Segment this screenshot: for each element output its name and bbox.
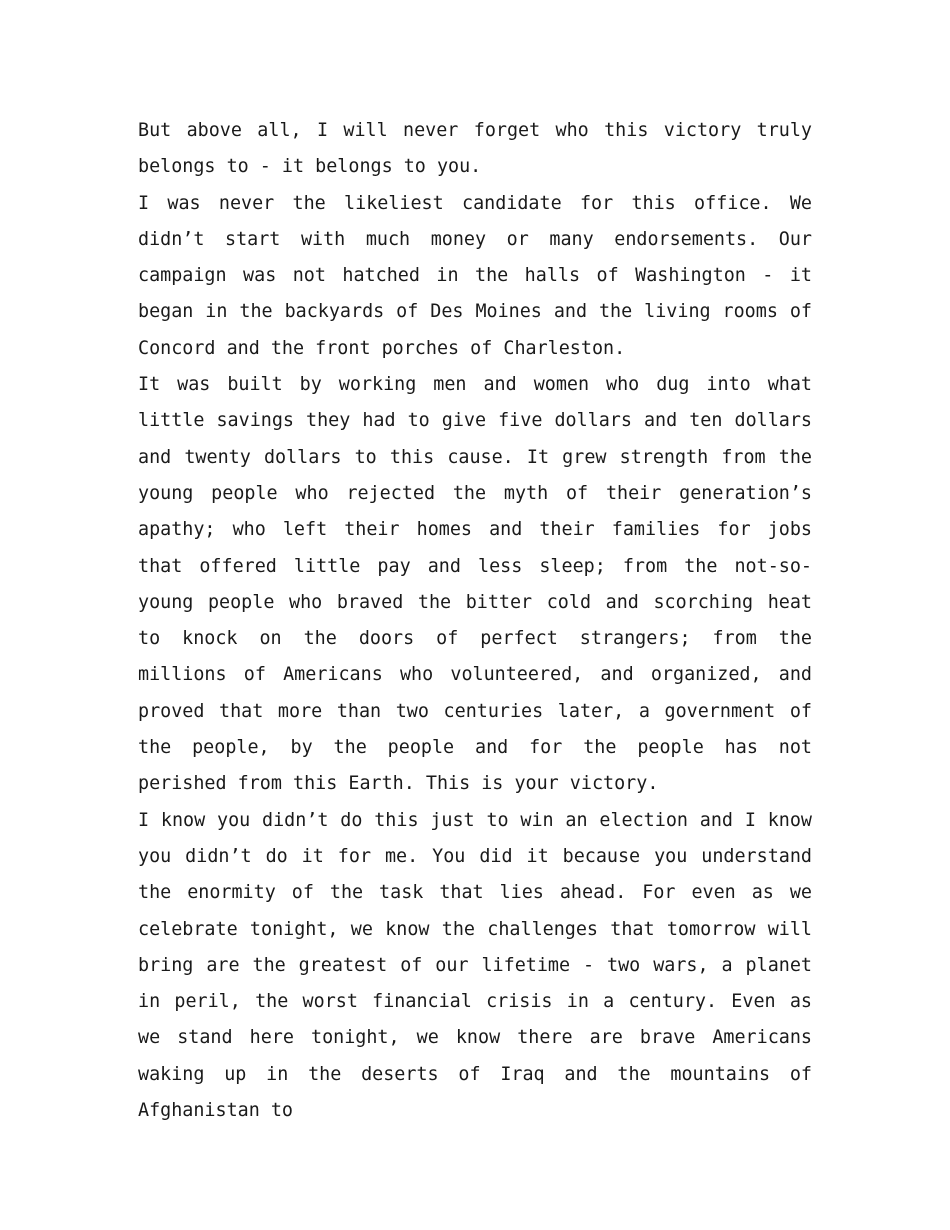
paragraph-challenges-ahead: I know you didn’t do this just to win an election and I know you didn’t do it for me. You did it because you understand the enormity of the task that lies ahead. For even as we celebrate tonight, we know the challenges that tomorrow will bring are the greatest of our lifetime - two wars, a planet in peril, the worst financial crisis in a century. Even as we stand here tonight, we know there are brave Americans waking up in the deserts of Iraq and the mountains of Afghanistan to xyxy=(138,809,812,1122)
document-body xyxy=(138,113,812,1129)
paragraph-built-by-working-people: It was built by working men and women who dug into what little savings they had to give five dollars and ten dollars and twenty dollars to this cause. It grew strength from the young people who rejected the myth of their generation’s apathy; who left their homes and their families for jobs that offered little pay and less sleep; from the not-so-young people who braved the bitter cold and scorching heat to knock on the doors of perfect strangers; from the millions of Americans who volunteered, and organized, and proved that more than two centuries later, a government of the people, by the people and for the people has not perished from this Earth. This is your victory. xyxy=(138,374,812,795)
paragraph-victory-belongs: But above all, I will never forget who this victory truly belongs to - it belongs to you. xyxy=(138,120,812,178)
paragraph-likeliest-candidate: I was never the likeliest candidate for this office. We didn’t start with much money or many endorsements. Our campaign was not hatched in the halls of Washington - it began in the backyards of Des Moines and the living rooms of Concord and the front porches of Charleston. xyxy=(138,192,812,359)
